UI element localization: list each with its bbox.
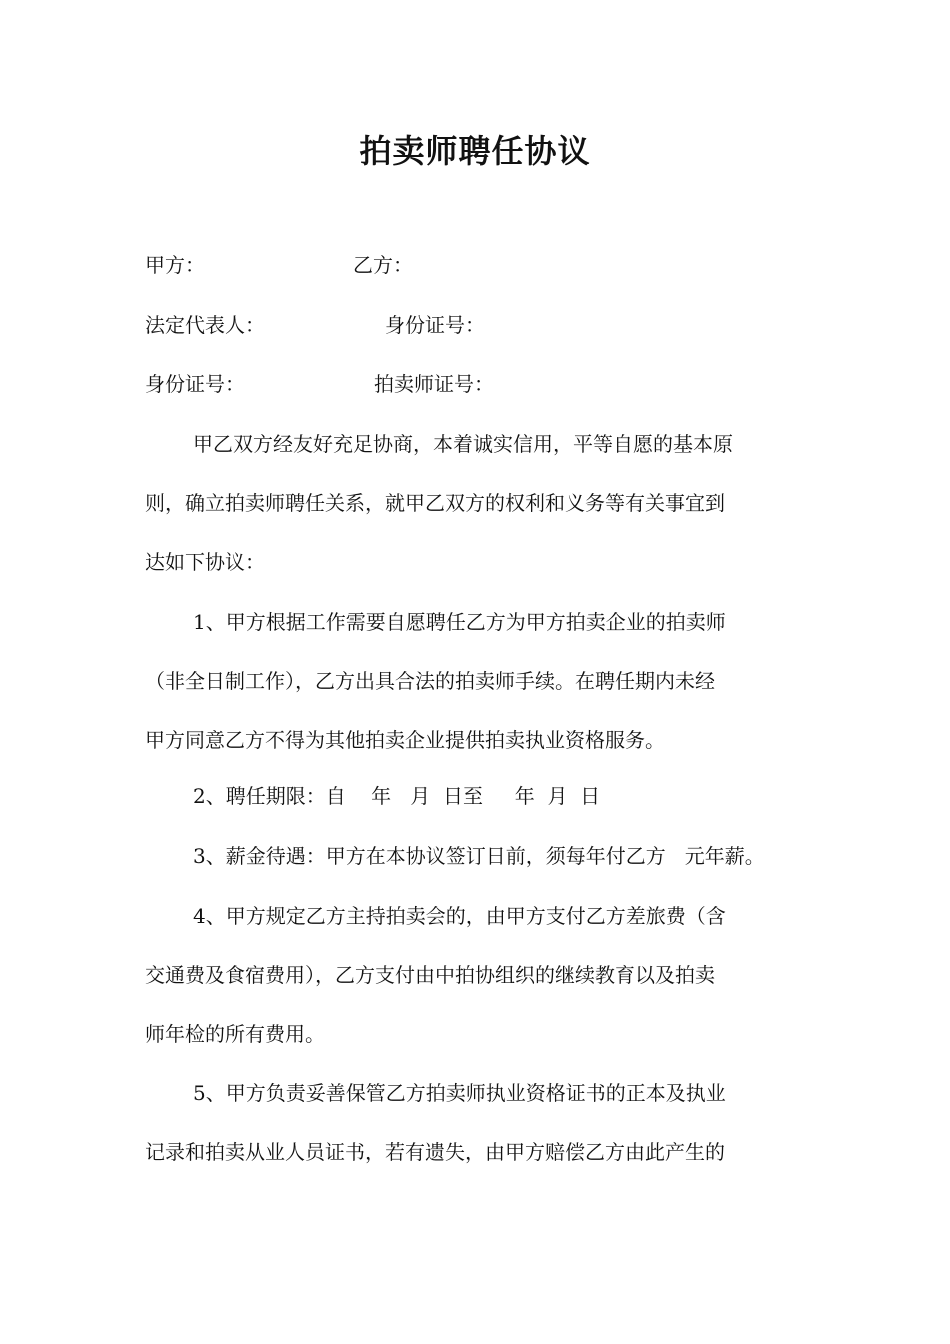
page-title: 拍卖师聘任协议 xyxy=(359,132,591,170)
id-number-label-right: 身份证号： xyxy=(385,313,485,337)
clause-1-line: （非全日制工作），乙方出具合法的拍卖师手续。在聘任期内未经 xyxy=(145,669,715,693)
intro-line: 甲乙双方经友好充足协商，本着诚实信用，平等自愿的基本原 xyxy=(193,432,733,456)
clause-5-line: 记录和拍卖从业人员证书，若有遗失，由甲方赔偿乙方由此产生的 xyxy=(145,1140,725,1164)
clause-5-line: 5、甲方负责妥善保管乙方拍卖师执业资格证书的正本及执业 xyxy=(193,1081,726,1105)
clause-1-line: 1、甲方根据工作需要自愿聘任乙方为甲方拍卖企业的拍卖师 xyxy=(193,610,726,634)
id-number-label-left: 身份证号： xyxy=(145,372,245,396)
legal-rep-label: 法定代表人： xyxy=(145,313,265,337)
intro-line: 则，确立拍卖师聘任关系，就甲乙双方的权利和义务等有关事宜到 xyxy=(145,491,725,515)
party-b-label: 乙方： xyxy=(353,253,413,277)
clause-4-line: 4、甲方规定乙方主持拍卖会的，由甲方支付乙方差旅费（含 xyxy=(193,904,726,928)
clause-3-salary: 3、薪金待遇：甲方在本协议签订日前，须每年付乙方 元年薪。 xyxy=(193,844,765,868)
intro-line: 达如下协议： xyxy=(145,550,265,574)
clause-1-line: 甲方同意乙方不得为其他拍卖企业提供拍卖执业资格服务。 xyxy=(145,728,665,752)
clause-2-term: 2、聘任期限：自 年 月 日至 年 月 日 xyxy=(193,784,601,808)
clause-4-line: 交通费及食宿费用），乙方支付由中拍协组织的继续教育以及拍卖 xyxy=(145,963,715,987)
party-a-label: 甲方： xyxy=(145,253,205,277)
auctioneer-cert-label: 拍卖师证号： xyxy=(374,372,494,396)
clause-4-line: 师年检的所有费用。 xyxy=(145,1022,325,1046)
